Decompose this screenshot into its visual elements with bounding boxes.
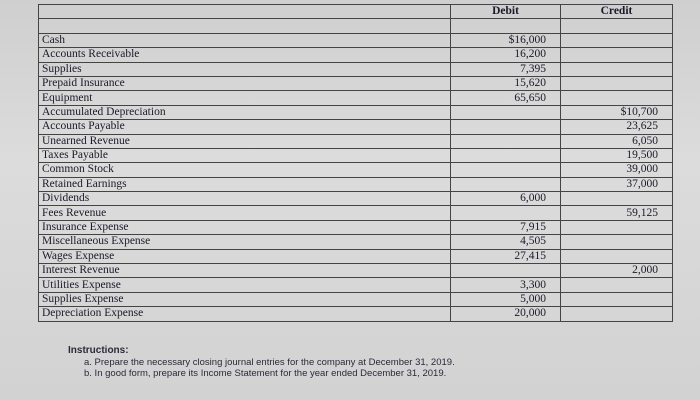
table-header-row <box>39 5 673 19</box>
debit-amount: 7,915 <box>451 220 561 234</box>
debit-amount <box>451 148 561 162</box>
account-name: Dividends <box>39 192 451 206</box>
account-name: Unearned Revenue <box>39 134 451 148</box>
account-name: Fees Revenue <box>39 206 451 220</box>
table-row <box>39 148 673 162</box>
table-row <box>39 292 673 306</box>
credit-amount: 6,050 <box>561 134 673 148</box>
account-name: Depreciation Expense <box>39 307 451 321</box>
account-name: Common Stock <box>39 163 451 177</box>
debit-amount: 27,415 <box>451 249 561 263</box>
table-row <box>39 235 673 249</box>
account-name: Cash <box>39 33 451 47</box>
account-name: Accounts Payable <box>39 120 451 134</box>
debit-amount: 5,000 <box>451 292 561 306</box>
credit-amount: 39,000 <box>561 163 673 177</box>
credit-amount <box>561 62 673 76</box>
debit-amount: 20,000 <box>451 307 561 321</box>
table-row <box>39 177 673 191</box>
debit-amount: 65,650 <box>451 91 561 105</box>
credit-amount <box>561 235 673 249</box>
credit-amount <box>561 76 673 90</box>
debit-amount <box>451 105 561 119</box>
account-name: Interest Revenue <box>39 264 451 278</box>
debit-amount <box>451 134 561 148</box>
credit-header: Credit <box>561 5 673 19</box>
debit-amount: 6,000 <box>451 192 561 206</box>
credit-amount: 37,000 <box>561 177 673 191</box>
debit-amount <box>451 264 561 278</box>
table-row <box>39 105 673 119</box>
account-name: Insurance Expense <box>39 220 451 234</box>
table-row <box>39 91 673 105</box>
credit-amount <box>561 307 673 321</box>
trial-balance-sheet <box>38 4 678 340</box>
credit-amount: 19,500 <box>561 148 673 162</box>
table-row <box>39 163 673 177</box>
credit-amount <box>561 33 673 47</box>
credit-amount: 2,000 <box>561 264 673 278</box>
credit-amount <box>561 292 673 306</box>
table-row <box>39 62 673 76</box>
table-row <box>39 307 673 321</box>
table-row <box>39 48 673 62</box>
account-name: Accumulated Depreciation <box>39 105 451 119</box>
account-name: Supplies Expense <box>39 292 451 306</box>
table-row <box>39 206 673 220</box>
debit-amount <box>451 120 561 134</box>
debit-amount: 3,300 <box>451 278 561 292</box>
table-row <box>39 33 673 47</box>
debit-amount <box>451 206 561 220</box>
credit-amount: 59,125 <box>561 206 673 220</box>
debit-amount: $16,000 <box>451 33 561 47</box>
trial-balance-table <box>38 4 673 322</box>
account-name: Retained Earnings <box>39 177 451 191</box>
debit-amount: 15,620 <box>451 76 561 90</box>
instruction-b: b. In good form, prepare its Income Statement for the year ended December 31, 2019. <box>84 368 447 379</box>
account-name: Supplies <box>39 62 451 76</box>
debit-amount: 4,505 <box>451 235 561 249</box>
account-header-cell <box>39 5 451 19</box>
account-name: Utilities Expense <box>39 278 451 292</box>
table-row <box>39 134 673 148</box>
table-row <box>39 278 673 292</box>
credit-amount <box>561 91 673 105</box>
account-name: Prepaid Insurance <box>39 76 451 90</box>
spacer-row <box>39 19 673 33</box>
debit-amount: 16,200 <box>451 48 561 62</box>
account-name: Miscellaneous Expense <box>39 235 451 249</box>
table-row <box>39 249 673 263</box>
credit-amount <box>561 220 673 234</box>
credit-amount <box>561 48 673 62</box>
account-name: Accounts Receivable <box>39 48 451 62</box>
account-name: Equipment <box>39 91 451 105</box>
credit-amount: 23,625 <box>561 120 673 134</box>
table-row <box>39 192 673 206</box>
instructions-title: Instructions: <box>68 345 129 356</box>
debit-amount: 7,395 <box>451 62 561 76</box>
credit-amount <box>561 249 673 263</box>
debit-amount <box>451 163 561 177</box>
credit-amount <box>561 278 673 292</box>
account-name: Wages Expense <box>39 249 451 263</box>
instruction-a: a. Prepare the necessary closing journal entries for the company at December 31, 2019. <box>84 356 455 368</box>
table-row <box>39 264 673 278</box>
debit-header: Debit <box>451 5 561 19</box>
credit-amount <box>561 192 673 206</box>
table-row <box>39 220 673 234</box>
instructions-block <box>68 345 628 380</box>
table-row <box>39 120 673 134</box>
debit-amount <box>451 177 561 191</box>
table-row <box>39 76 673 90</box>
account-name: Taxes Payable <box>39 148 451 162</box>
credit-amount: $10,700 <box>561 105 673 119</box>
